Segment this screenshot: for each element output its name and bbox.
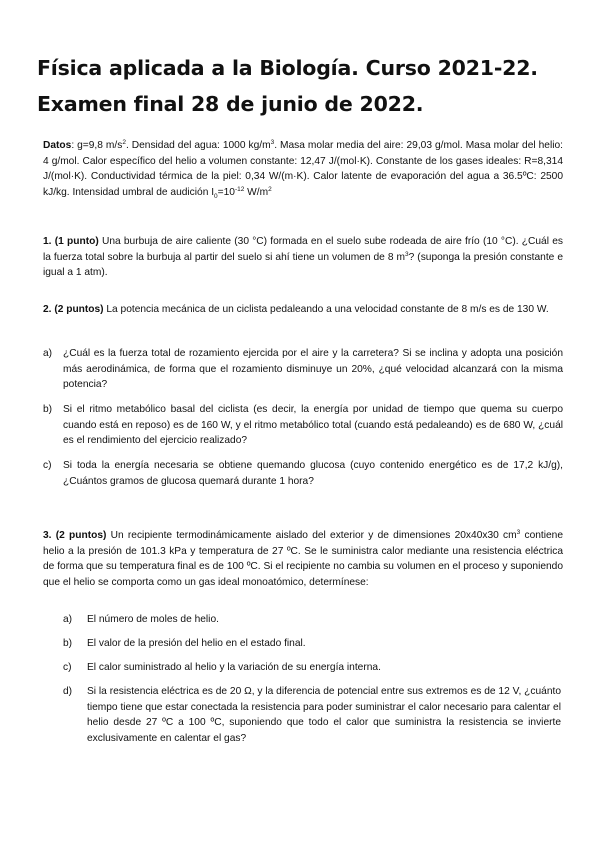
title-line-1: Física aplicada a la Biología. Curso 2021-22. bbox=[37, 56, 538, 80]
question-3-heading: 3. (2 puntos) bbox=[43, 530, 107, 541]
item-text: Si toda la energía necesaria se obtiene quemando glucosa (cuyo contenido energético es de 17,2 kJ/g), ¿Cuántos gramos de glucosa quemará durante 1 hora? bbox=[63, 460, 563, 487]
question-1-text-1: Una burbuja de aire caliente (30 °C) formada en el suelo sube rodeada de aire frío (10 °C). ¿Cuál es la fuerza total sobre la burbuja al partir del suelo si ahí tiene un volumen de 8 m bbox=[43, 236, 563, 263]
question-2-intro-text: La potencia mecánica de un ciclista pedaleando a una velocidad constante de 8 m/s es de 130 W. bbox=[103, 304, 549, 315]
question-3-item-b bbox=[63, 636, 561, 652]
exam-title bbox=[37, 50, 577, 122]
item-text: El número de moles de helio. bbox=[87, 614, 219, 625]
question-3 bbox=[43, 528, 563, 590]
item-text: Si la resistencia eléctrica es de 20 Ω, y la diferencia de potencial entre sus extremos es de 12 V, ¿cuánto tiempo tiene que estar conectada la resistencia para poder suministrar el calor necesario para calentar el helio desde 27 ºC a 100 ºC, suponiendo que todo el calor que suministra la resistencia se invierte exclusivamente en calentar el gas? bbox=[87, 686, 561, 744]
datos-sup-3: -12 bbox=[234, 185, 245, 193]
item-text: ¿Cuál es la fuerza total de rozamiento ejercida por el aire y la carretera? Si se inclina y adopta una posición más aerodinámica, de forma que el rozamiento disminuye un 20%, ¿qué velocidad alcanzará con la misma potencia? bbox=[63, 348, 563, 391]
question-3-text-1: Un recipiente termodinámicamente aislado del exterior y de dimensiones 20x40x30 cm bbox=[106, 530, 517, 541]
item-marker: c) bbox=[63, 662, 72, 673]
question-3-item-a bbox=[63, 612, 561, 628]
question-2-intro bbox=[43, 302, 563, 318]
datos-text-2: . Densidad del agua: 1000 kg/m bbox=[125, 140, 271, 151]
question-1-sup: 3 bbox=[405, 250, 409, 258]
datos-label: Datos bbox=[43, 140, 72, 151]
datos-sup-4: 2 bbox=[268, 185, 272, 193]
item-marker: c) bbox=[43, 460, 52, 471]
question-3-sup: 3 bbox=[516, 529, 521, 536]
item-text: El valor de la presión del helio en el estado final. bbox=[87, 638, 306, 649]
question-2-heading: 2. (2 puntos) bbox=[43, 304, 104, 315]
datos-sup-1: 2 bbox=[122, 139, 126, 146]
datos-sup-2: 3 bbox=[270, 139, 275, 146]
item-marker: b) bbox=[63, 638, 73, 649]
datos-sub-0: 0 bbox=[214, 192, 218, 200]
datos-text-3: . Masa molar media del aire: 29,03 g/mol. Masa molar del helio: 4 g/mol. Calor específico del helio a volumen constante: 12,47 J/(mol·K). Constante de los gases ideales: R=8,314 J/(mol·K). Conductividad térmica de la piel: 0,34 W/(m·K). Calor latente de evaporación del agua a 36.5ºC: 2500 kJ/kg. Intensidad umbral de audición I bbox=[43, 140, 563, 198]
title-line-2: Examen final 28 de junio de 2022. bbox=[37, 92, 424, 116]
question-2-item-a bbox=[43, 346, 563, 393]
item-text: Si el ritmo metabólico basal del ciclista (es decir, la energía por unidad de tiempo que quema su cuerpo cuando está en reposo) es de 160 W, y el ritmo metabólico total (cuando está pedaleando) es de 680 W, ¿cuál es el rendimiento del ejercicio realizado? bbox=[63, 404, 563, 447]
question-3-item-c bbox=[63, 660, 561, 676]
item-marker: d) bbox=[63, 686, 73, 697]
question-2-item-c bbox=[43, 458, 563, 489]
question-1 bbox=[43, 234, 563, 281]
item-text: El calor suministrado al helio y la variación de su energía interna. bbox=[87, 662, 381, 673]
datos-text-4: =10 bbox=[217, 186, 235, 198]
question-2-item-b bbox=[43, 402, 563, 449]
question-3-item-d bbox=[63, 684, 561, 746]
item-marker: a) bbox=[43, 348, 53, 359]
question-1-text-2: ? (suponga la presión constante e igual a 1 atm). bbox=[43, 251, 563, 279]
question-3-text-2: contiene helio a la presión de 101.3 kPa y temperatura de 27 ºC. Se le suministra calor mediante una resistencia eléctrica de forma que su temperatura final es de 100 ºC. Si el recipiente no cambia su volumen en el proceso y suponiendo que el helio se comporta como un gas ideal monoatómico, determínese: bbox=[43, 530, 563, 588]
datos-paragraph bbox=[43, 138, 563, 200]
item-marker: b) bbox=[43, 404, 53, 415]
item-marker: a) bbox=[63, 614, 73, 625]
question-1-heading: 1. (1 punto) bbox=[43, 236, 99, 247]
datos-text-1: : g=9,8 m/s bbox=[71, 140, 123, 151]
datos-text-5: W/m bbox=[244, 186, 269, 198]
